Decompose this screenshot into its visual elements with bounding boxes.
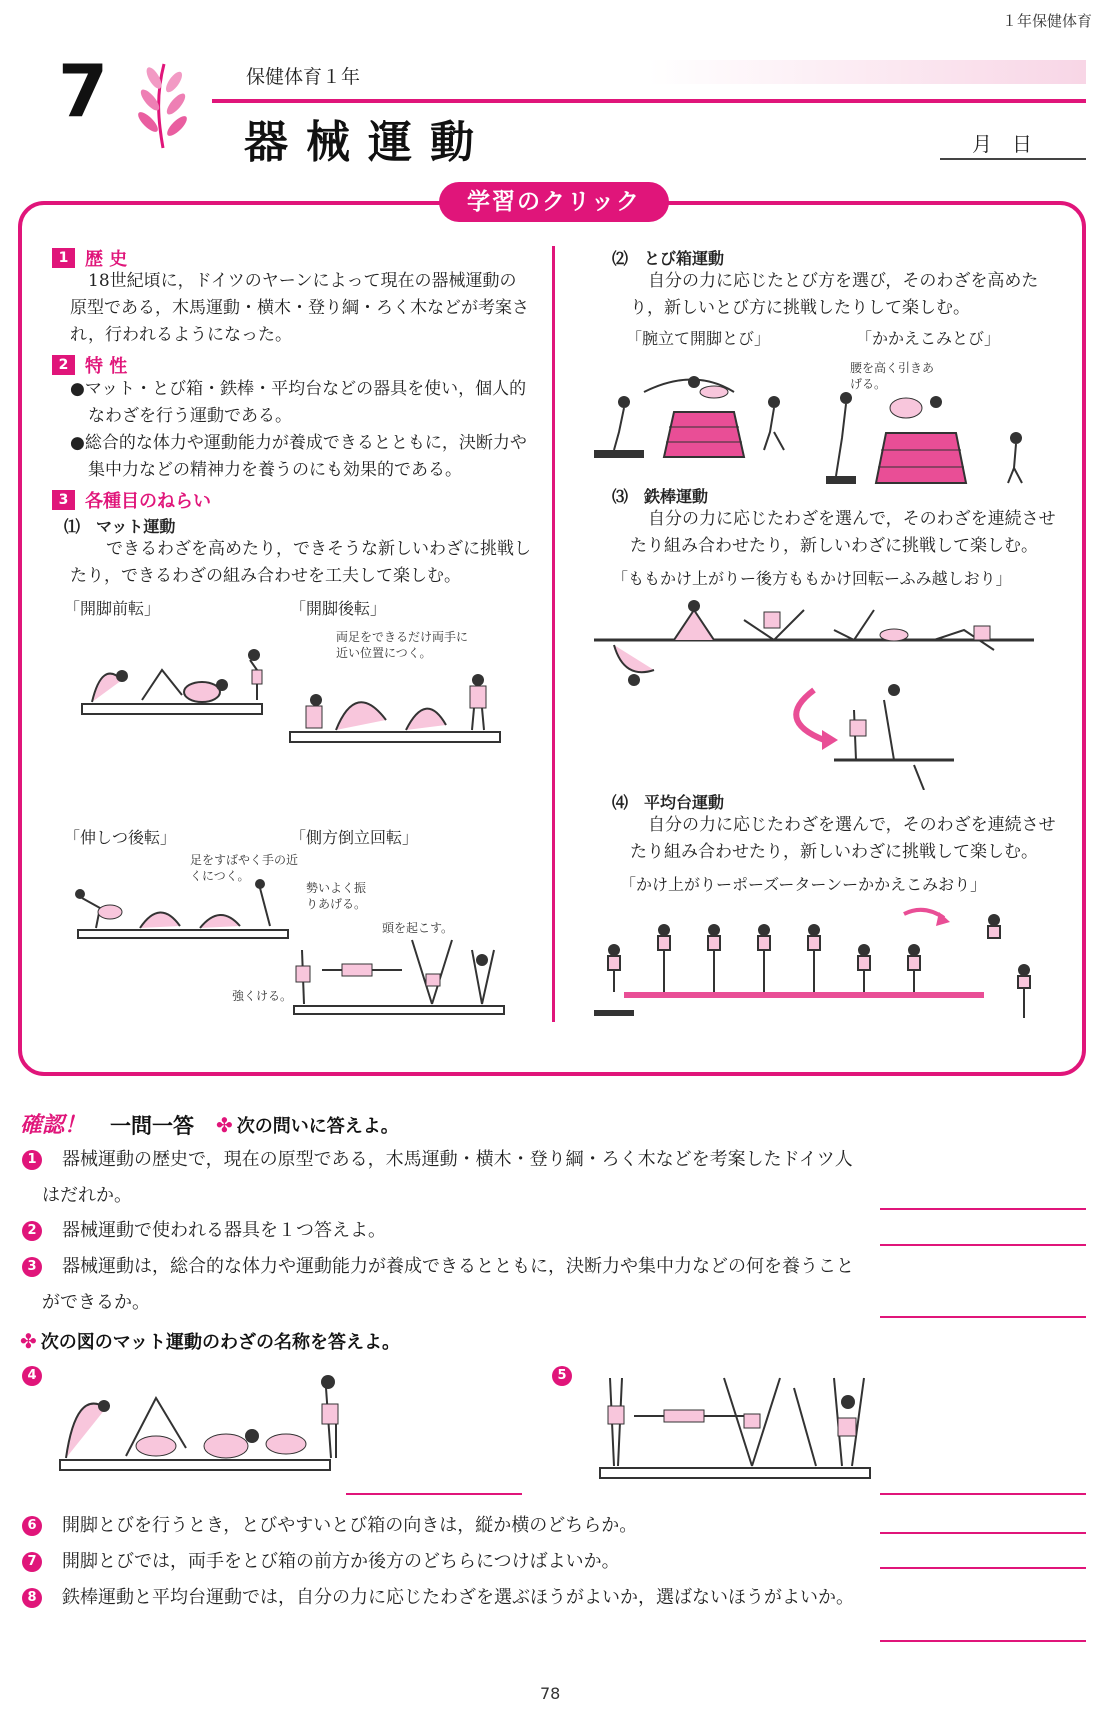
mat-note-2: 足をすばやく手の近くにつく。: [190, 853, 299, 883]
answer-line-3[interactable]: [880, 1316, 1086, 1318]
mat-caption-2: 「開脚後転」: [290, 599, 387, 618]
unit-title: 器械運動: [244, 117, 492, 168]
page-number: 78: [540, 1684, 561, 1703]
question-number-5: 5: [552, 1366, 572, 1386]
vault-head: ⑵ とび箱運動: [612, 249, 725, 268]
vault-note-1: 腰を高く引きあげる。: [850, 361, 935, 391]
answer-line-2[interactable]: [880, 1244, 1086, 1246]
qa-instruction-1-text: 次の問いに答えよ。: [236, 1116, 399, 1137]
beam-head: ⑷ 平均台運動: [612, 793, 725, 812]
question-number-8: 8: [22, 1588, 42, 1608]
beam-caption-1: 「かけ上がりーポーズーターンーかかえこみおり」: [620, 875, 987, 894]
answer-line-4[interactable]: [346, 1493, 522, 1495]
vault-caption-2: 「かかえこみとび」: [856, 329, 1001, 348]
forward-roll-illustration: [62, 640, 282, 720]
cross-icon: ✤: [20, 1329, 37, 1353]
leaf-icon: [128, 60, 198, 150]
q4-forward-roll-illustration: [56, 1368, 356, 1476]
bar-text: 自分の力に応じたわざを選んで，そのわざを連続させたり組み合わせたり，新しいわざに挑戦して楽しむ。: [630, 509, 1056, 556]
bar-head: ⑶ 鉄棒運動: [612, 487, 709, 506]
question-number-6: 6: [22, 1516, 42, 1536]
mat-head: ⑴ マット運動: [64, 517, 176, 536]
history-text: 18世紀頃に，ドイツのヤーンによって現在の器械運動の原型である，木馬運動・横木・登り綱・ろく木などが考案され，行われるようになった。: [70, 271, 529, 345]
date-label: 月 日: [972, 132, 1032, 156]
backward-roll-illustration: [286, 660, 506, 750]
horizontal-bar-illustration: [594, 590, 1064, 790]
vault-caption-1: 「腕立て開脚とび」: [626, 329, 771, 348]
question-number-2: 2: [22, 1221, 42, 1241]
qa-title-main: 一問一答: [110, 1114, 194, 1138]
question-number-7: 7: [22, 1552, 42, 1572]
answer-line-7[interactable]: [880, 1567, 1086, 1569]
qa-instruction-1: [216, 1112, 399, 1138]
qa-title-check: 確認！: [20, 1113, 87, 1138]
question-6: 開脚とびを行うとき，とびやすいとび箱の向きは，縦か横のどちらか。: [62, 1515, 638, 1536]
mat-text: できるわざを高めたり，できそうな新しいわざに挑戦したり，できるわざの組み合わせを工夫して楽しむ。: [70, 539, 531, 586]
qa-instruction-2: [20, 1328, 400, 1354]
mat-note-4: 頭を起こす。: [382, 921, 454, 935]
answer-line-1[interactable]: [880, 1208, 1086, 1210]
section-label: 特 性: [85, 356, 128, 377]
cross-icon: ✤: [216, 1113, 233, 1137]
section-trait-head: [52, 352, 127, 378]
question-number-3: 3: [22, 1257, 42, 1277]
squat-vault-illustration: [826, 388, 1036, 488]
section-number: 3: [52, 490, 75, 510]
trait-bullet-2: ●総合的な体力や運動能力が養成できるとともに，決断力や集中力などの精神力を養うのにも効果的である。: [70, 433, 527, 480]
mat-caption-4: 「側方倒立回転」: [290, 828, 419, 847]
mat-caption-3: 「伸しつ後転」: [64, 828, 177, 847]
straddle-vault-illustration: [594, 362, 804, 462]
balance-beam-illustration: [594, 900, 1064, 1022]
question-7: 開脚とびでは，両手をとび箱の前方か後方のどちらにつけばよいか。: [62, 1551, 620, 1572]
question-3: 器械運動は，総合的な体力や運動能力が養成できるとともに，決断力や集中力などの何を養うことができるか。: [42, 1256, 854, 1313]
subject-label: 保健体育１年: [246, 66, 361, 88]
title-rule: [212, 99, 1086, 103]
beam-text: 自分の力に応じたわざを選んで，そのわざを連続させたり組み合わせたり，新しいわざに挑戦して楽しむ。: [630, 815, 1056, 862]
bar-caption-1: 「ももかけ上がりー後方ももかけ回転ーふみ越しおり」: [612, 569, 1012, 588]
question-8: 鉄棒運動と平均台運動では，自分の力に応じたわざを選ぶほうがよいか，選ばないほうがよいか。: [62, 1587, 854, 1608]
question-number-4: 4: [22, 1366, 42, 1386]
answer-line-8[interactable]: [880, 1640, 1086, 1642]
date-line: [940, 158, 1086, 160]
question-2: 器械運動で使われる器具を１つ答えよ。: [62, 1220, 386, 1241]
mat-note-1: 両足をできるだけ両手に近い位置につく。: [336, 630, 469, 660]
answer-line-6[interactable]: [880, 1532, 1086, 1534]
answer-line-5[interactable]: [880, 1493, 1086, 1495]
q5-cartwheel-illustration: [594, 1368, 874, 1486]
section-label: 歴 史: [85, 249, 128, 270]
section-number: 1: [52, 248, 75, 268]
back-extension-illustration: [70, 868, 300, 948]
unit-number: 7: [58, 49, 109, 133]
vault-text: 自分の力に応じたとび方を選び，そのわざを高めたり，新しいとび方に挑戦したりして楽しむ。: [630, 271, 1039, 318]
section-number: 2: [52, 355, 75, 375]
cartwheel-illustration: [282, 930, 512, 1020]
column-divider: [552, 246, 555, 1022]
question-number-1: 1: [22, 1150, 42, 1170]
question-1: 器械運動の歴史で，現在の原型である，木馬運動・横木・登り綱・ろく木などを考案したドイツ人はだれか。: [42, 1149, 853, 1206]
mat-caption-1: 「開脚前転」: [64, 599, 161, 618]
mat-note-3: 勢いよく振りあげる。: [306, 881, 367, 911]
click-banner: 学習のクリック: [439, 182, 669, 222]
section-label: 各種目のねらい: [85, 491, 211, 512]
qa-instruction-2-text: 次の図のマット運動のわざの名称を答えよ。: [40, 1332, 401, 1353]
mat-note-5: 強くける。: [232, 989, 293, 1003]
trait-bullet-1: ●マット・とび箱・鉄棒・平均台などの器具を使い，個人的なわざを行う運動である。: [70, 379, 527, 426]
section-aims-head: [52, 487, 211, 513]
page-tag: １年保健体育: [1001, 12, 1092, 30]
